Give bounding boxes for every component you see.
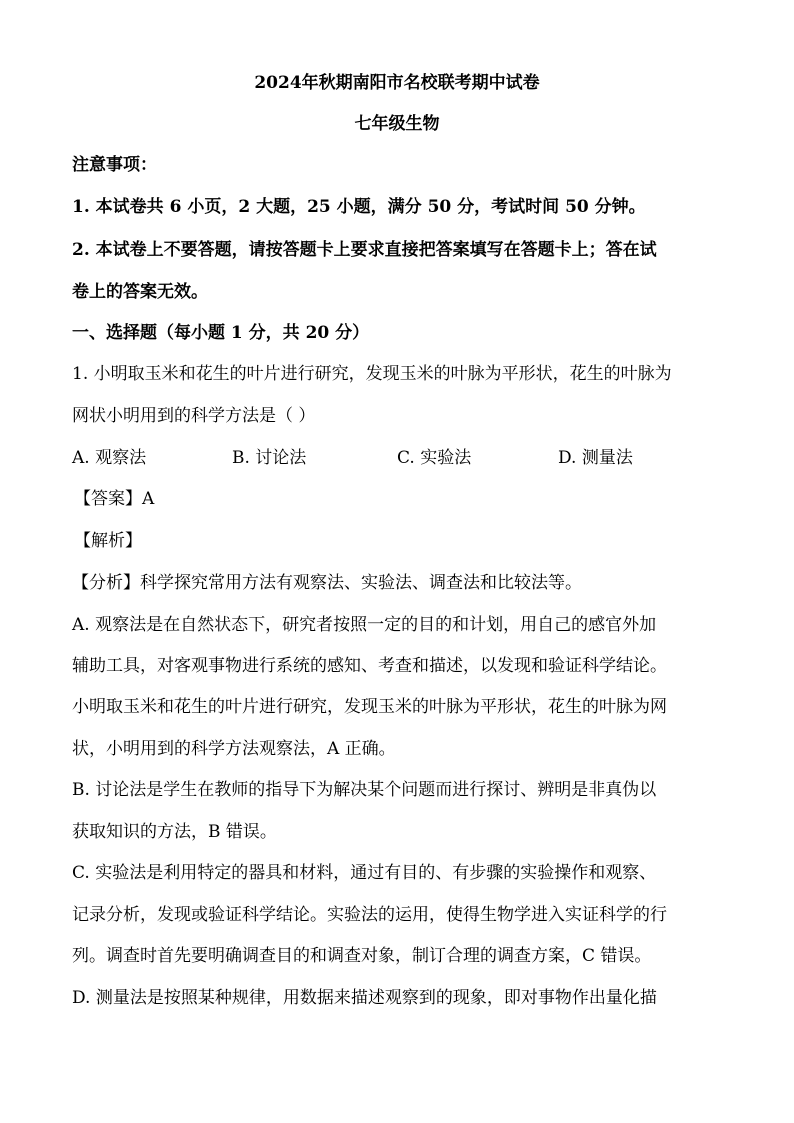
option-d: D. 测量法 (558, 448, 633, 468)
option-a: A. 观察法 (72, 448, 147, 468)
exam-subject: 七年级生物 (354, 114, 440, 134)
notice-item-2-line-1: 2. 本试卷上不要答题，请按答题卡上要求直接把答案填写在答题卡上；答在试 (72, 240, 657, 260)
option-c: C. 实验法 (397, 448, 472, 468)
analysis-line: 获取知识的方法，B 错误。 (72, 822, 277, 842)
exam-title: 2024年秋期南阳市名校联考期中试卷 (254, 73, 540, 93)
notice-item-1: 1. 本试卷共 6 小页，2 大题，25 小题，满分 50 分，考试时间 50 分钟。 (72, 197, 646, 217)
analysis-line: B. 讨论法是学生在教师的指导下为解决某个问题而进行探讨、辨明是非真伪以 (72, 780, 657, 800)
analysis-line: 列。调查时首先要明确调查目的和调查对象，制订合理的调查方案，C 错误。 (72, 946, 652, 966)
analysis-line: 辅助工具，对客观事物进行系统的感知、考查和描述，以发现和验证科学结论。 (72, 656, 667, 676)
section-heading: 一、选择题（每小题 1 分，共 20 分） (72, 323, 370, 343)
question-stem-line-2: 网状小明用到的科学方法是（ ） (72, 406, 316, 426)
analysis-line: 【分析】科学探究常用方法有观察法、实验法、调查法和比较法等。 (72, 573, 582, 593)
analysis-heading: 【解析】 (74, 531, 142, 551)
question-stem-line-1: 1. 小明取玉米和花生的叶片进行研究，发现玉米的叶脉为平形状，花生的叶脉为 (72, 364, 672, 384)
analysis-line: 状，小明用到的科学方法观察法，A 正确。 (72, 739, 396, 759)
analysis-line: 小明取玉米和花生的叶片进行研究，发现玉米的叶脉为平形状，花生的叶脉为网 (72, 697, 667, 717)
answer-label: 【答案】A (74, 489, 155, 509)
notice-heading: 注意事项： (72, 155, 157, 175)
analysis-line: A. 观察法是在自然状态下，研究者按照一定的目的和计划，用自己的感官外加 (72, 615, 657, 635)
option-b: B. 讨论法 (232, 448, 307, 468)
analysis-line: C. 实验法是利用特定的器具和材料，通过有目的、有步骤的实验操作和观察、 (72, 863, 657, 883)
analysis-line: D. 测量法是按照某种规律，用数据来描述观察到的现象，即对事物作出量化描 (72, 988, 657, 1008)
notice-item-2-line-2: 卷上的答案无效。 (72, 282, 208, 302)
analysis-line: 记录分析，发现或验证科学结论。实验法的运用，使得生物学进入实证科学的行 (72, 905, 667, 925)
